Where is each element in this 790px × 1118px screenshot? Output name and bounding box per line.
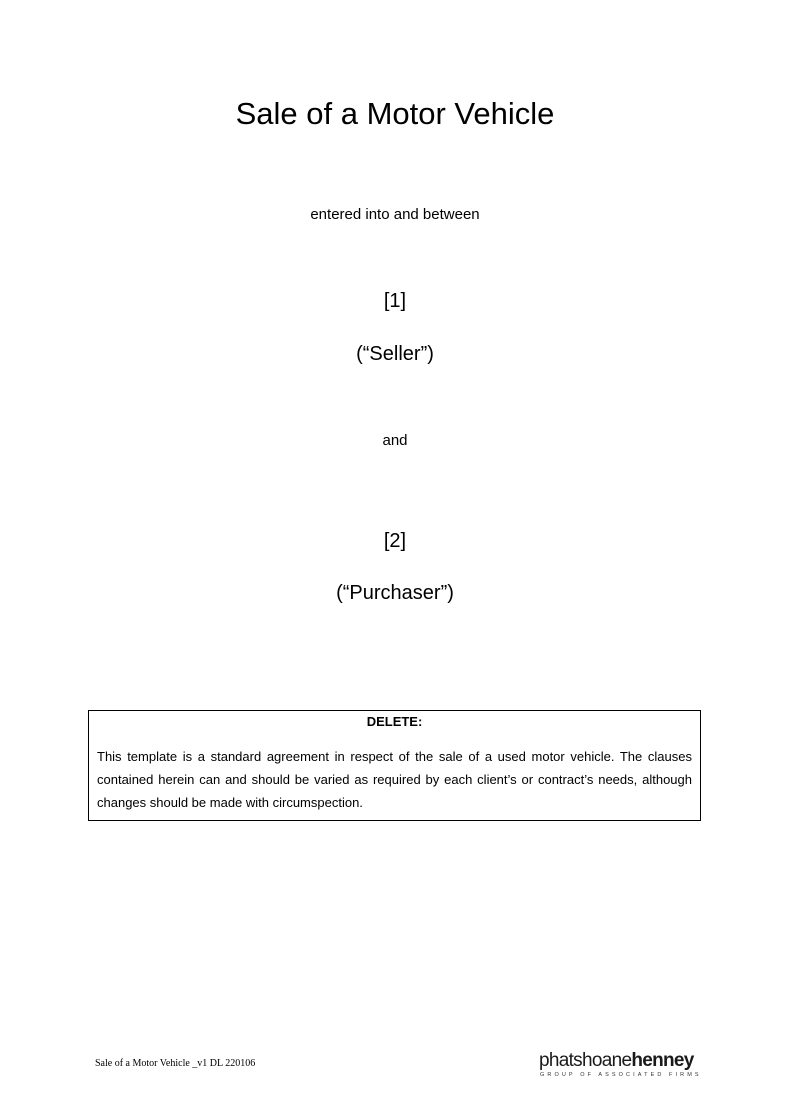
logo-wordmark — [539, 1050, 694, 1072]
delete-notice-heading: DELETE: — [366, 714, 423, 729]
party1-number: [1] — [383, 290, 407, 312]
party2-number: [2] — [383, 530, 407, 552]
logo-name-bold: henney — [631, 1050, 694, 1071]
logo-name-light: phatshoane — [539, 1050, 632, 1071]
company-logo — [539, 1050, 702, 1082]
delete-notice-box — [88, 710, 701, 821]
document-title: Sale of a Motor Vehicle — [235, 96, 555, 131]
conjunction-text: and — [382, 432, 408, 449]
logo-tagline: GROUP OF ASSOCIATED FIRMS — [540, 1072, 702, 1078]
intro-text: entered into and between — [310, 206, 480, 223]
delete-notice-body: This template is a standard agreement in respect of the sale of a used motor vehicle. The clauses contained herein can and should be varied as required by each client’s or contract’s needs, although changes should be made with circumspection. — [97, 749, 692, 810]
footer-document-reference: Sale of a Motor Vehicle _v1 DL 220106 — [95, 1058, 256, 1069]
party1-role: (“Seller”) — [356, 343, 434, 365]
party2-role: (“Purchaser”) — [336, 582, 454, 604]
